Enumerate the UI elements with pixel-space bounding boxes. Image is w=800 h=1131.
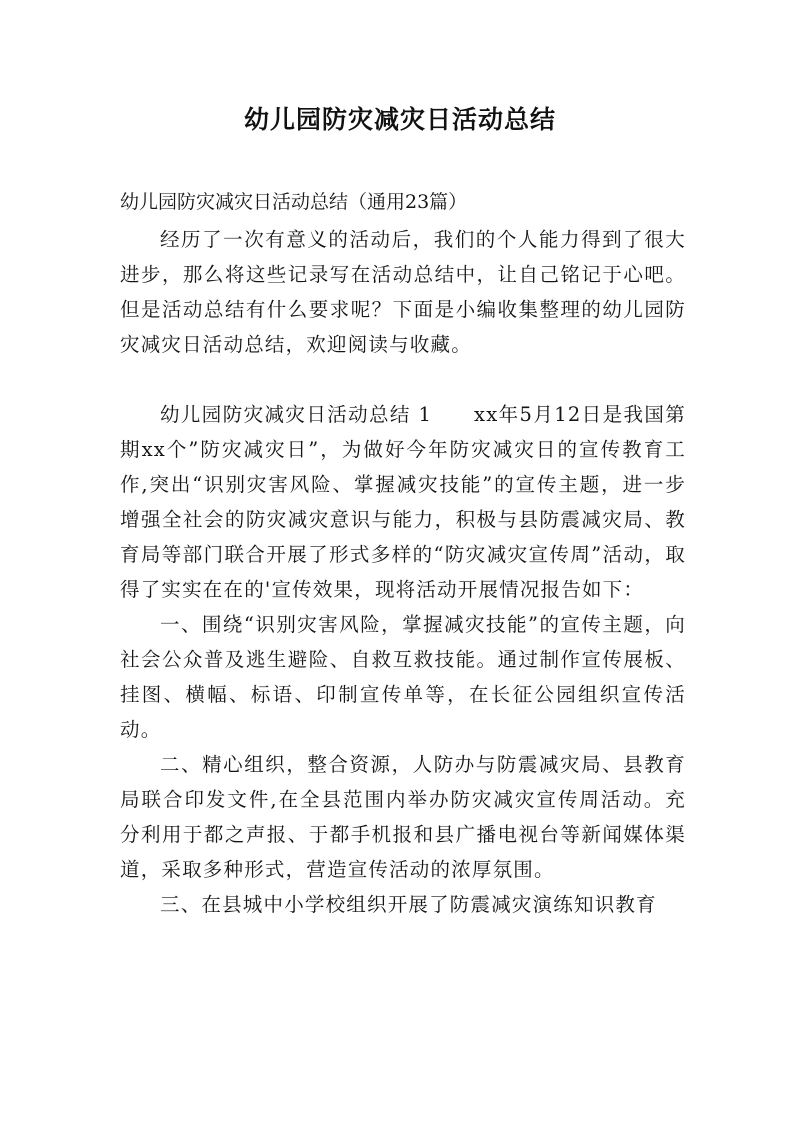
- paragraph-section-1: 一、围绕“识别灾害风险，掌握减灾技能”的宣传主题，向社会公众普及逃生避险、自救互救技能。通过制作宣传展板、挂图、横幅、标语、印制宣传单等，在长征公园组织宣传活动。: [120, 613, 686, 741]
- paragraph-summary-1: 幼儿园防灾减灾日活动总结 1 xx年5月12日是我国第期xx个”防灾减灾日”，为做好今年防灾减灾日的宣传教育工作,突出“识别灾害风险、掌握减灾技能”的宣传主题，进一步增强全社会的防灾减灾意识与能力，积极与县防震减灾局、教育局等部门联合开展了形式多样的“防灾减灾宣传周”活动，取得了实实在在的'宣传效果，现将活动开展情况报告如下：: [120, 403, 686, 601]
- document-body: [120, 222, 686, 922]
- document-subtitle: 幼儿园防灾减灾日活动总结（通用23篇）: [120, 191, 468, 213]
- paragraph-section-3: 三、在县城中小学校组织开展了防震减灾演练知识教育: [160, 893, 657, 916]
- paragraph-section-2: 二、精心组织，整合资源，人防办与防震减灾局、县教育局联合印发文件,在全县范围内举办防灾减灾宣传周活动。充分利用于都之声报、于都手机报和县广播电视台等新闻媒体渠道，采取多种形式，营造宣传活动的浓厚氛围。: [120, 753, 686, 881]
- paragraph-intro: 经历了一次有意义的活动后，我们的个人能力得到了很大进步，那么将这些记录写在活动总结中，让自己铭记于心吧。但是活动总结有什么要求呢？下面是小编收集整理的幼儿园防灾减灾日活动总结，欢迎阅读与收藏。: [120, 228, 686, 356]
- document-title: 幼儿园防灾减灾日活动总结: [243, 105, 556, 134]
